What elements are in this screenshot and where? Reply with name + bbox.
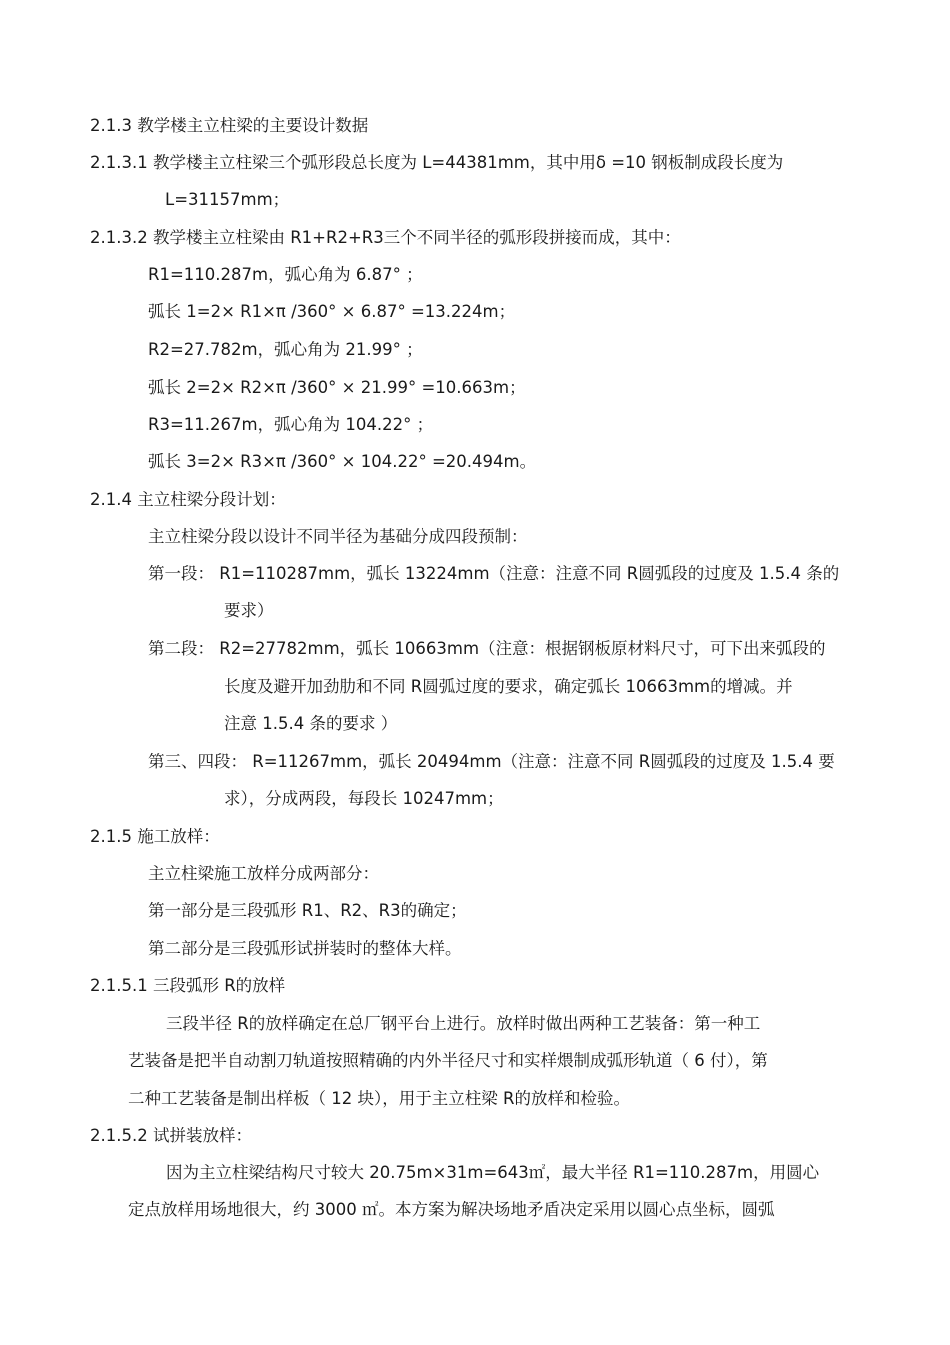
para-2-1-5-1-line-1: 三段半径 R的放样确定在总厂钢平台上进行。放样时做出两种工艺装备：第一种工 [166,1014,761,1033]
heading-2-1-5: 2.1.5 施工放样： [90,827,220,846]
layout-part-1: 第一部分是三段弧形 R1、R2、R3的确定； [148,901,467,920]
para-2-1-5-2-line-1: 因为主立柱梁结构尺寸较大 20.75m×31m=643㎡，最大半径 R1=110.287m，用圆心 [166,1163,820,1182]
segment-1-cont: 要求） [224,601,274,620]
layout-intro: 主立柱梁施工放样分成两部分： [148,864,379,883]
layout-part-2: 第二部分是三段弧形试拼装时的整体大样。 [148,939,462,958]
clause-2-1-3-2: 2.1.3.2 教学楼主立柱梁由 R1+R2+R3三个不同半径的弧形段拼接而成，其中： [90,228,681,247]
heading-2-1-4: 2.1.4 主立柱梁分段计划： [90,490,286,509]
r3-line: R3=11.267m，弧心角为 104.22° ； [148,415,434,434]
r1-line: R1=110.287m，弧心角为 6.87° ； [148,265,423,284]
segment-2-cont-1: 长度及避开加劲肋和不同 R圆弧过度的要求，确定弧长 10663mm的增减。并 [224,677,793,696]
heading-2-1-3: 2.1.3 教学楼主立柱梁的主要设计数据 [90,116,369,135]
segment-2-cont-2: 注意 1.5.4 条的要求 ） [224,714,398,733]
segment-intro: 主立柱梁分段以设计不同半径为基础分成四段预制： [148,527,528,546]
arc2-line: 弧长 2=2× R2×π /360° × 21.99° =10.663m； [148,378,526,397]
segment-3-4-cont: 求），分成两段，每段长 10247mm； [224,789,504,808]
para-2-1-5-1-line-2: 艺装备是把半自动割刀轨道按照精确的内外半径尺寸和实样煨制成弧形轨道（ 6 付），第 [128,1051,768,1070]
heading-2-1-5-2: 2.1.5.2 试拼装放样： [90,1126,252,1145]
clause-2-1-3-1: 2.1.3.1 教学楼主立柱梁三个弧形段总长度为 L=44381mm，其中用δ =10 钢板制成段长度为 [90,153,784,172]
segment-3-4: 第三、四段： R=11267mm，弧长 20494mm（注意：注意不同 R圆弧段的过度及 1.5.4 要 [148,752,835,771]
para-2-1-5-2-line-2: 定点放样用场地很大，约 3000 ㎡。本方案为解决场地矛盾决定采用以圆心点坐标，圆弧 [128,1200,775,1219]
para-2-1-5-1-line-3: 二种工艺装备是制出样板（ 12 块），用于主立柱梁 R的放样和检验。 [128,1089,630,1108]
arc3-line: 弧长 3=2× R3×π /360° × 104.22° =20.494m。 [148,452,537,471]
r2-line: R2=27.782m，弧心角为 21.99° ； [148,340,423,359]
segment-1: 第一段： R1=110287mm，弧长 13224mm（注意：注意不同 R圆弧段的过度及 1.5.4 条的 [148,564,840,583]
heading-2-1-5-1: 2.1.5.1 三段弧形 R的放样 [90,976,286,995]
arc1-line: 弧长 1=2× R1×π /360° × 6.87° =13.224m； [148,302,516,321]
clause-2-1-3-1-cont: L=31157mm； [165,190,290,209]
segment-2: 第二段： R2=27782mm，弧长 10663mm（注意：根据钢板原材料尺寸，可下出来弧段的 [148,639,826,658]
